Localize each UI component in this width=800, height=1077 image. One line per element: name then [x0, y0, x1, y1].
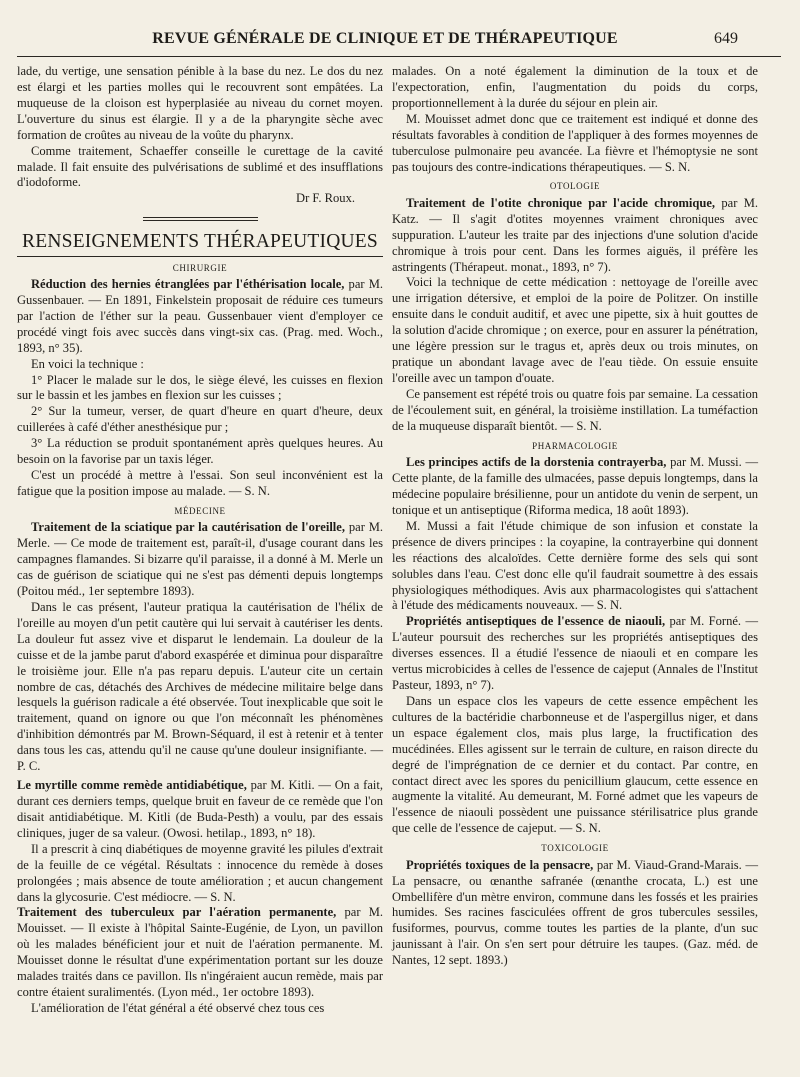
article-lead: [392, 614, 758, 694]
article-text: par M. Forné. — L'auteur poursuit des recherches sur les propriétés antiseptiques des diverses essences. Il a étudié l'essence de niaouli et en compare les vertus microbicides à celles de l'essence de cajeput (Annales de l'Institut Pasteur, 1893, n° 7).: [392, 614, 758, 693]
article-lead: [17, 520, 383, 600]
article-title: Traitement des tuberculeux par l'aération permanente,: [17, 905, 337, 920]
article-title: Propriétés toxiques de la pensacre,: [406, 857, 594, 872]
paragraph: malades. On a noté également la diminution de la toux et de l'expectoration, enfin, l'augmentation du poids du corps, proportionnellement à la durée du séjour en plein air.: [392, 64, 758, 110]
rubric-heading: MÉDECINE: [174, 505, 226, 516]
paragraph: L'amélioration de l'état général a été observé chez tous ces: [31, 1000, 325, 1015]
article-text: par M. Viaud-Grand-Marais. — La pensacre, ou œnanthe safranée (œnanthe crocata, L.) est une Ombellifère d'un mètre environ, commune dans les fossés et les prairies humides. Ses racines fasciculées offrent de gros tubercules sessiles, fusiformes, pourvus, comme toutes les parties de la plante, d'un suc jaunissant à l'air. On s'en sert pour détruire les taupes. (Gaz. méd. de Nantes, 12 sept. 1893.): [392, 857, 758, 968]
paragraph: Dans un espace clos les vapeurs de cette essence empêchent les cultures de la bactéridie charbonneuse et de l'aspergillus niger, et dans un espace également clos, mais plus large, la fructification des mucédinées. Elles agissent sur le terrain de culture, en raison directe du degré de l'imprégnation de ce dernier et du contact. Par contre, en contact direct avec les spores du penicillium glaucum, cette essence en augmente la vitalité. Au demeurant, M. Forné admet que les vapeurs de l'essence de niaouli possèdent une puissance stérilisatrice plus grande que celle de l'essence de cajeput. — S. N.: [392, 693, 758, 836]
decorative-rule: [143, 217, 258, 221]
paragraph: M. Mussi a fait l'étude chimique de son infusion et constate la présence de divers principes : la coyapine, la contrayerbine qui donnent les réactions des alcaloïdes. Cette dernière forme des sels qui sont solubles dans l'eau. C'est donc elle qu'il faudrait soumettre à des essais physiologiques méthodiques. Avis aux pharmacologistes qui s'attachent à l'étude des médicaments nouveaux. — S. N.: [392, 518, 758, 613]
article-text: par M. Gussenbauer. — En 1891, Finkelstein proposait de réduire ces tumeurs par l'action de l'éther sur la peau. Gussenbauer vient d'employer ce procédé vingt fois avec succès dans vingt-six cas. (Prag. med. Woch., 1893, n° 35).: [17, 276, 383, 355]
article-text: par M. Katz. — Il s'agit d'otites moyennes vraiment chroniques avec suppuration. L'auteur les traite par des injections d'une solution d'acide chromique à trois pour cent. Dans les formes aiguës, il préfère les astringents (Thérapeut. monat., 1893, n° 7).: [392, 195, 758, 274]
paragraph: M. Mouisset admet donc que ce traitement est indiqué et donne des résultats favorables à condition de l'appliquer à des formes moyennes de tuberculose pulmonaire peu avancée. La fièvre et l'hémoptysie ne sont pas toujours des contre-indications thérapeutiques. — S. N.: [392, 111, 758, 174]
running-head: REVUE GÉNÉRALE DE CLINIQUE ET DE THÉRAPEUTIQUE: [152, 30, 618, 47]
article-text: par M. Mouisset. — Il existe à l'hôpital Sainte-Eugénie, de Lyon, un pavillon où les malades bénéficient jour et nuit de l'aération permanente. M. Mouisset donne le résultat d'une expérimentation portant sur les douze malades traités dans ce pavillon. Ils n'ingéraient aucun remède, mais par contre étaient suralimentés. (Lyon méd., 1er octobre 1893).: [17, 905, 383, 1000]
article-title: Les principes actifs de la dorstenia contrayerba,: [406, 455, 667, 470]
article-lead: [392, 196, 758, 276]
paragraph: Dans le cas présent, l'auteur pratiqua la cautérisation de l'hélix de l'oreille au moyen d'un petit cautère qui lui servait à cautériser les dents. La douleur fut assez vive et disparut le lendemain. La douleur de la cuisse et de la jambe parut d'abord exaspérée et diminua pour disparaître le troisième jour. Elle n'a pas reparu depuis. L'auteur cite un certain nombre de cas, détachés des Archives de médecine militaire belge dans lesquels la guérison radicale a été observée. Tout inexplicable que soit le traitement, quand on ignore ou que l'on méconnaît les phénomènes d'inhibition démontrés par M. Brown-Séquard, il est à retenir et à tenter dans tous les cas, attendu qu'il ne cause qu'une douleur insignifiante. — P. C.: [17, 599, 383, 774]
article-text: par M. Merle. — Ce mode de traitement est, paraît-il, d'usage courant dans les campagnes flamandes. Si bizarre qu'il paraisse, il a donné à M. Merle un cas de guérison de sciatique qui ne s'est pas démenti depuis longtemps (Poitou méd., 1er septembre 1893).: [17, 520, 384, 598]
divider: [17, 256, 383, 257]
article-lead: [392, 455, 758, 519]
paragraph: Il a prescrit à cinq diabétiques de moyenne gravité les pilules d'extrait de la feuille de ce végétal. Résultats : innocence du remède à doses prolongées ; mais absence de toute amélioration ; et aucun changement dans la glycosurie. C'est médiocre. — S. N.: [17, 841, 383, 904]
article-lead: [17, 905, 383, 1001]
paragraph: 1° Placer le malade sur le dos, le siège élevé, les cuisses en flexion sur le bassin et les jambes en flexion sur les cuisses ;: [17, 372, 383, 403]
rubric-heading: PHARMACOLOGIE: [532, 440, 618, 451]
article-lead: [392, 858, 758, 969]
paragraph: Ce pansement est répété trois ou quatre fois par semaine. La cessation de l'écoulement suit, en général, la troisième instillation. La tuméfaction de la muqueuse disparaît bientôt. — S. N.: [392, 386, 758, 433]
left-column: [17, 64, 383, 1069]
paragraph: lade, du vertige, une sensation pénible à la base du nez. Le dos du nez est élargi et les parties molles qui le recouvrent sont empâtées. La muqueuse de la cloison est hyperplasiée au niveau du cornet moyen. L'ouverture du sinus est élargie. Il y a de la pharyngite sèche avec formation de croûtes au niveau de la voûte du pharynx.: [17, 64, 383, 142]
section-title: RENSEIGNEMENTS THÉRAPEUTIQUES: [22, 230, 378, 252]
article-title: Traitement de la sciatique par la cautérisation de l'oreille,: [31, 520, 346, 535]
header-rule: [17, 56, 781, 57]
article-lead: [17, 778, 383, 842]
paragraph: Comme traitement, Schaeffer conseille le curettage de la cavité malade. Il fait ensuite des pulvérisations de sublimé et des insufflations d'iodoforme.: [17, 143, 383, 190]
rubric-heading: TOXICOLOGIE: [541, 843, 609, 854]
paragraph: Voici la technique de cette médication : nettoyage de l'oreille avec une irrigation détersive, et emploi de la poire de Politzer. On instille ensuite dans le conduit auditif, et avec une pipette, six à huit gouttes de la solution d'acide chromique ; on exerce, pour en assurer la pénétration, une légère pression sur le tragus et, après deux ou trois minutes, on pratique un abondant lavage avec de l'eau tiède. On essuie ensuite l'oreille avec un tampon d'ouate.: [392, 275, 758, 386]
article-title: Le myrtille comme remède antidiabétique,: [17, 778, 247, 793]
article-text: par M. Mussi. — Cette plante, de la famille des ulmacées, passe depuis longtemps, dans la médecine populaire brésilienne, pour un antidote du venin de serpent, un tonique et un antiseptique (Riforma medica, 18 août 1893).: [392, 455, 758, 517]
rubric-heading: OTOLOGIE: [549, 181, 601, 192]
article-lead: [17, 277, 383, 357]
article-title: Propriétés antiseptiques de l'essence de niaouli,: [406, 614, 666, 629]
article-title: Réduction des hernies étranglées par l'éthérisation locale,: [31, 276, 345, 291]
page-number: 649: [714, 30, 738, 47]
paragraph: 2° Sur la tumeur, verser, de quart d'heure en quart d'heure, deux cuillerées à café d'éther anesthésique pur ;: [17, 404, 383, 435]
signature: Dr F. Roux.: [296, 191, 355, 206]
rubric-heading: CHIRURGIE: [172, 262, 228, 273]
paragraph: 3° La réduction se produit spontanément après quelques heures. Au besoin on la favorise par un taxis léger.: [17, 436, 383, 467]
paragraph: En voici la technique :: [31, 356, 144, 371]
article-text: par M. Kitli. — On a fait, durant ces derniers temps, quelque bruit en faveur de ce remède que l'on disait antidiabétique. M. Kitli (de Buda-Pesth) a voulu, par des essais cliniques, juger de sa valeur. (Owosi. hetilap., 1893, n° 18).: [17, 778, 383, 840]
paragraph: C'est un procédé à mettre à l'essai. Son seul inconvénient est la fatigue que la position impose au malade. — S. N.: [17, 468, 383, 498]
article-title: Traitement de l'otite chronique par l'acide chromique,: [406, 195, 716, 210]
right-column: [392, 64, 758, 1069]
